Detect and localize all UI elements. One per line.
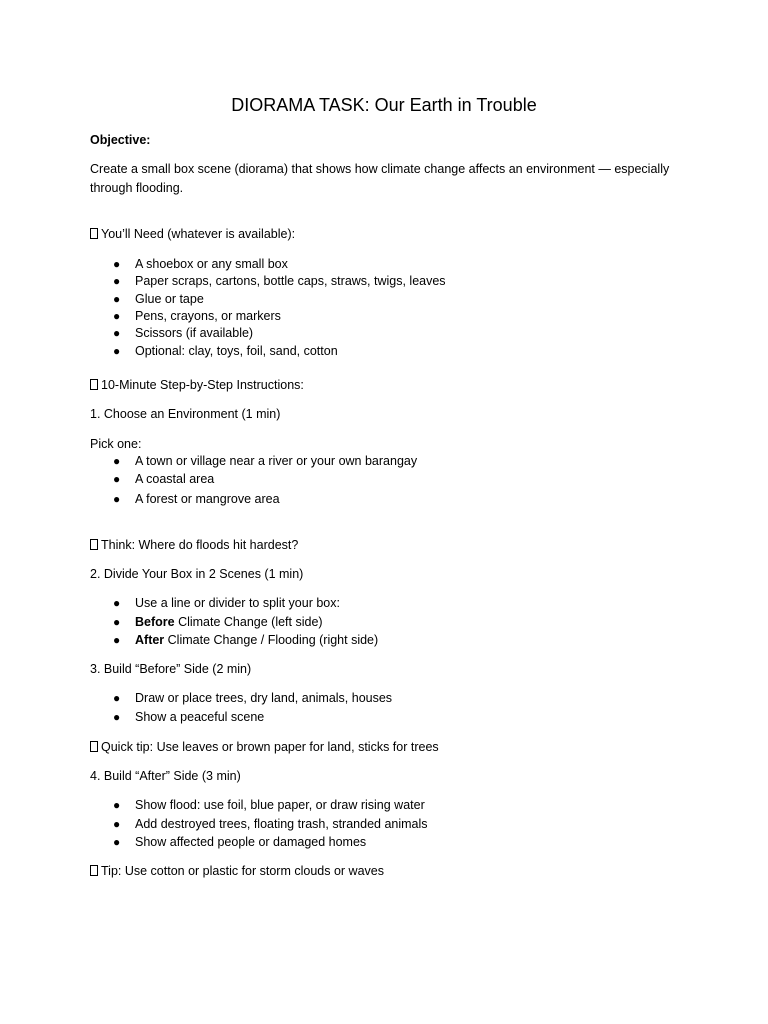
- step-2-heading: 2. Divide Your Box in 2 Scenes (1 min): [90, 567, 304, 581]
- missing-glyph-icon: [90, 379, 98, 390]
- pick-one-label: Pick one:: [90, 437, 142, 451]
- list-item: ● A coastal area: [113, 472, 215, 486]
- objective-text-line-2: through flooding.: [90, 181, 184, 195]
- missing-glyph-icon: [90, 228, 98, 239]
- missing-glyph-icon: [90, 539, 98, 550]
- need-heading: You’ll Need (whatever is available):: [90, 225, 295, 243]
- list-item: ● Paper scraps, cartons, bottle caps, straws, twigs, leaves: [113, 274, 446, 288]
- list-item: ● Pens, crayons, or markers: [113, 309, 281, 323]
- list-item: ● Scissors (if available): [113, 326, 254, 340]
- list-item: ● Add destroyed trees, floating trash, stranded animals: [113, 817, 428, 831]
- step-1-heading: 1. Choose an Environment (1 min): [90, 407, 281, 421]
- list-item: ● Before Climate Change (left side): [113, 615, 323, 629]
- missing-glyph-icon: [90, 741, 98, 752]
- quick-tip: Quick tip: Use leaves or brown paper for land, sticks for trees: [90, 738, 439, 756]
- list-item: ● Optional: clay, toys, foil, sand, cotton: [113, 344, 338, 358]
- list-item: ● A forest or mangrove area: [113, 492, 280, 506]
- step-3-heading: 3. Build “Before” Side (2 min): [90, 662, 252, 676]
- list-item: ● Draw or place trees, dry land, animals, houses: [113, 691, 393, 705]
- instructions-heading: 10-Minute Step-by-Step Instructions:: [90, 376, 304, 394]
- list-item: ● Use a line or divider to split your box:: [113, 596, 340, 610]
- think-note: Think: Where do floods hit hardest?: [90, 536, 298, 554]
- objective-text-line-1: Create a small box scene (diorama) that shows how climate change affects an environment — especially: [90, 162, 670, 176]
- missing-glyph-icon: [90, 865, 98, 876]
- list-item: ● A town or village near a river or your own barangay: [113, 454, 418, 468]
- list-item: ● Show a peaceful scene: [113, 710, 265, 724]
- list-item: ● Show affected people or damaged homes: [113, 835, 367, 849]
- list-item: ● A shoebox or any small box: [113, 257, 288, 271]
- list-item: ● Show flood: use foil, blue paper, or draw rising water: [113, 798, 425, 812]
- list-item: ● Glue or tape: [113, 292, 204, 306]
- step-4-heading: 4. Build “After” Side (3 min): [90, 769, 241, 783]
- list-item: ● After Climate Change / Flooding (right side): [113, 633, 379, 647]
- tip: Tip: Use cotton or plastic for storm clouds or waves: [90, 862, 384, 880]
- page-title: DIORAMA TASK: Our Earth in Trouble: [231, 95, 537, 115]
- objective-label: Objective:: [90, 133, 151, 147]
